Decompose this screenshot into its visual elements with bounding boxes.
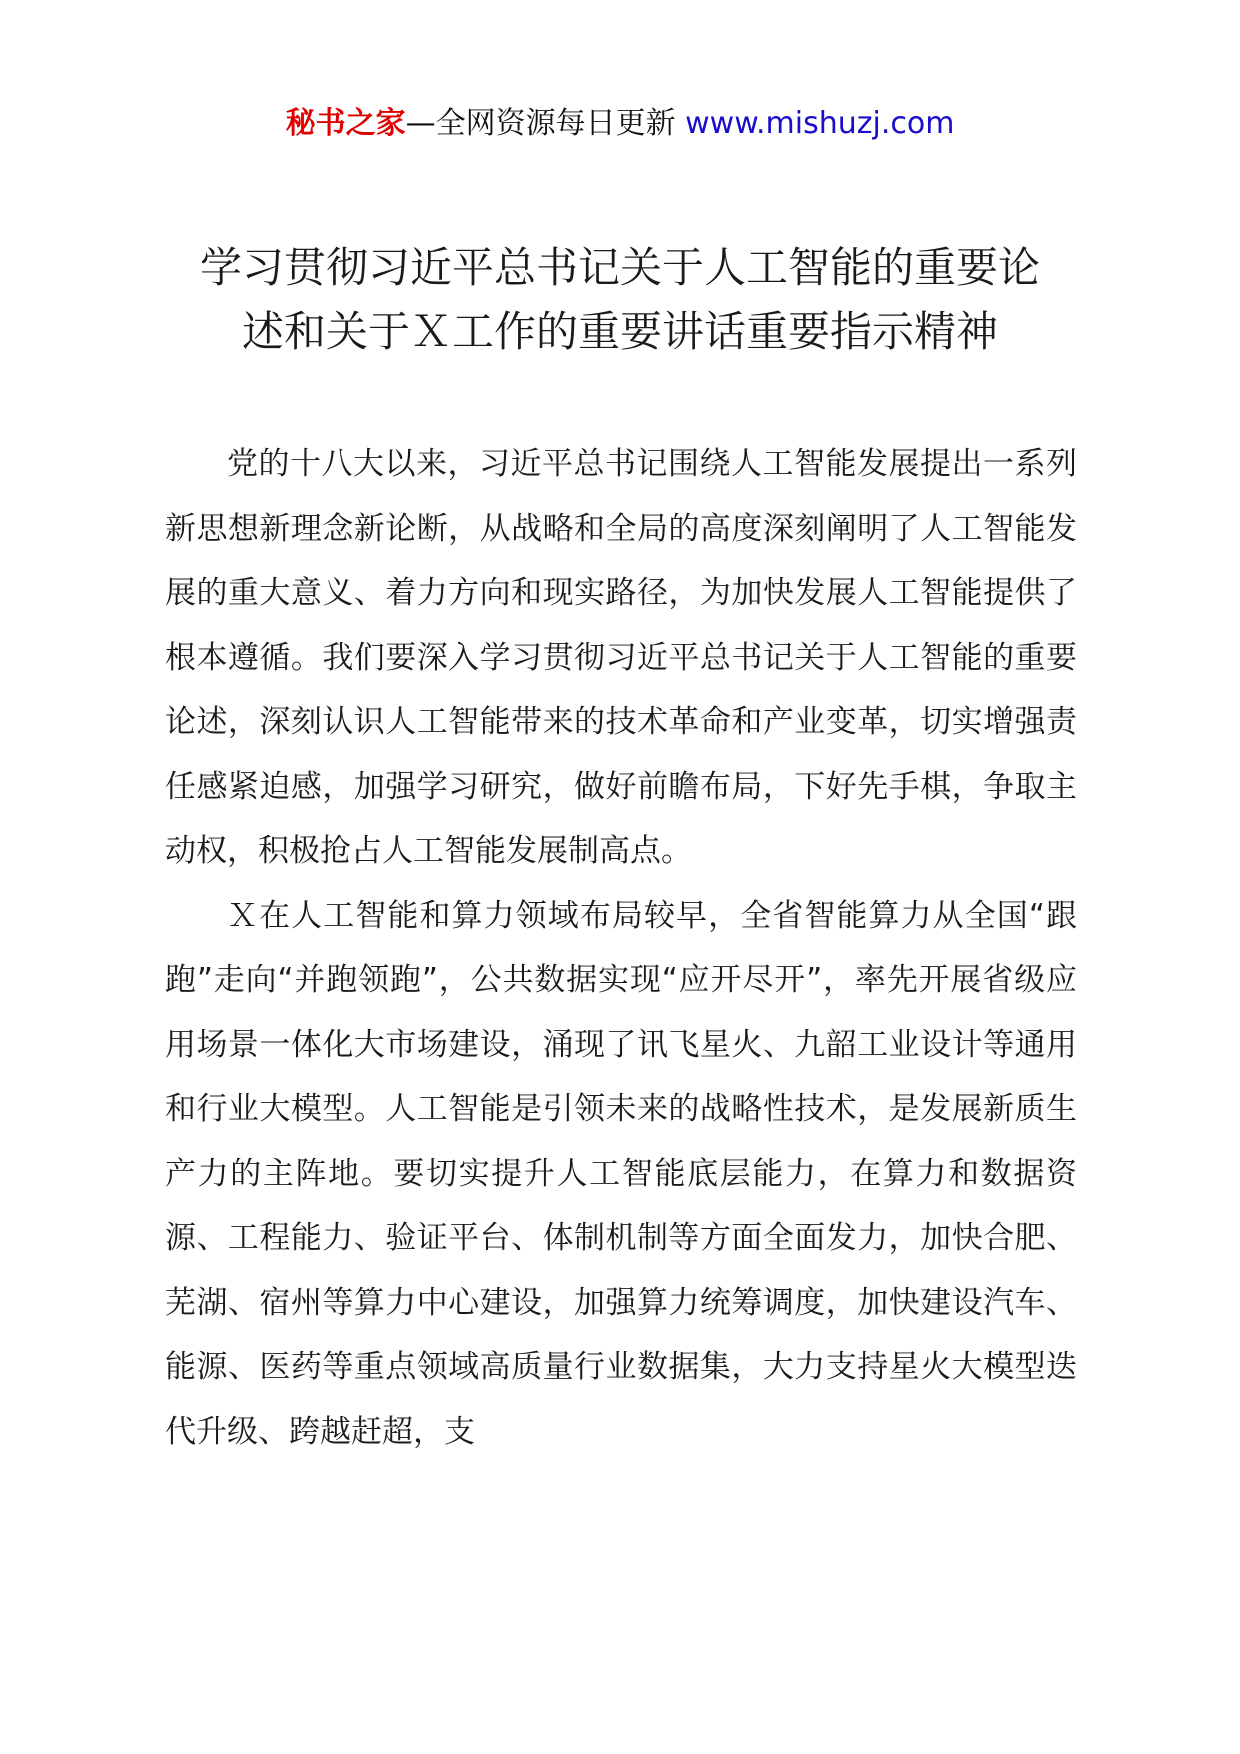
document-body [165, 432, 1077, 1464]
title-line-1: 学习贯彻习近平总书记关于人工智能的重要论 [199, 243, 1040, 292]
site-header [0, 102, 1240, 146]
title-line-2: 述和关于Ｘ工作的重要讲话重要指示精神 [241, 307, 998, 356]
site-brand: 秘书之家 [285, 106, 406, 141]
document-title [160, 236, 1080, 364]
body-paragraph-1: 党的十八大以来，习近平总书记围绕人工智能发展提出一系列新思想新理念新论断，从战略和全局的高度深刻阐明了人工智能发展的重大意义、着力方向和现实路径，为加快发展人工智能提供了根本遵循。我们要深入学习贯彻习近平总书记关于人工智能的重要论述，深刻认识人工智能带来的技术革命和产业变革，切实增强责任感紧迫感，加强学习研究，做好前瞻布局，下好先手棋，争取主动权，积极抢占人工智能发展制高点。 [165, 446, 1077, 869]
body-paragraph-2: Ｘ在人工智能和算力领域布局较早，全省智能算力从全国“跟跑”走向“并跑领跑”，公共数据实现“应开尽开”，率先开展省级应用场景一体化大市场建设，涌现了讯飞星火、九韶工业设计等通用和行业大模型。人工智能是引领未来的战略性技术，是发展新质生产力的主阵地。要切实提升人工智能底层能力，在算力和数据资源、工程能力、验证平台、体制机制等方面全面发力，加快合肥、芜湖、宿州等算力中心建设，加强算力统筹调度，加快建设汽车、能源、医药等重点领域高质量行业数据集，大力支持星火大模型迭代升级、跨越赶超，支 [165, 897, 1077, 1450]
site-tagline: —全网资源每日更新 [405, 106, 676, 141]
site-url-link[interactable]: www.mishuzj.com [685, 106, 955, 141]
